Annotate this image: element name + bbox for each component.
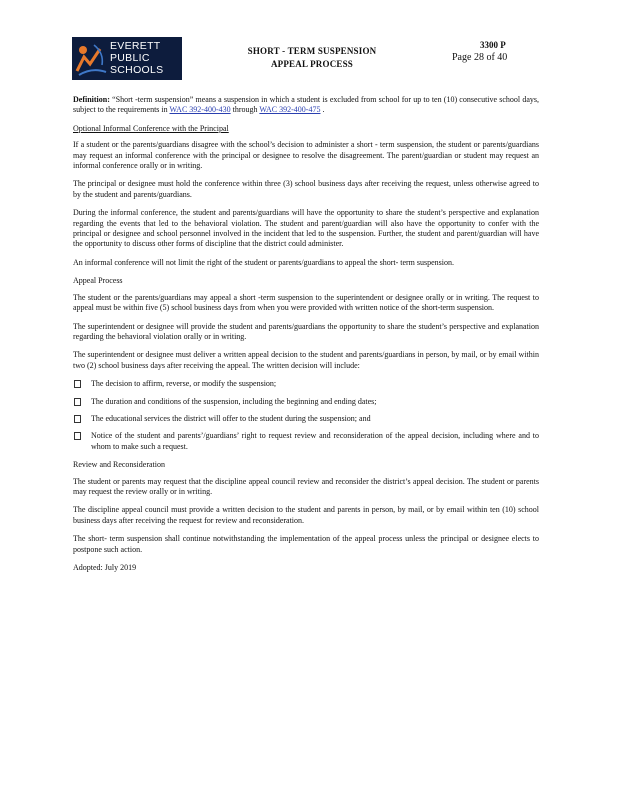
list-item-text: The decision to affirm, reverse, or modify the suspension;: [91, 379, 277, 389]
definition-label: Definition:: [73, 95, 110, 104]
definition-paragraph: [73, 95, 539, 116]
definition-text-after: .: [320, 105, 325, 115]
list-item: [73, 431, 539, 452]
paragraph: The student or parents may request that the discipline appeal council review and reconsider the district’s appeal decision. The student or parents may request the review orally or in writing.: [73, 476, 539, 496]
school-logo: [72, 37, 182, 80]
document-body: [73, 95, 539, 581]
section-heading-review-reconsideration: Review and Reconsideration: [73, 460, 165, 470]
paragraph: During the informal conference, the student and parents/guardians will have the opportunity to share the student’s perspective and explanation regarding the events that led to the behavioral violation. The student and parent/guardian will also have the opportunity to confer with the principal or designee and school personnel involved in the incident that led to the suspension. Further, the student and parent/guardian will have the opportunity to discuss other forms of discipline that the district could administer.: [73, 208, 539, 249]
list-item-text: The duration and conditions of the suspension, including the beginning and ending dates;: [91, 396, 377, 406]
square-bullet-icon: [74, 415, 81, 423]
list-item: [73, 414, 539, 424]
paragraph: The superintendent or designee will provide the student and parents/guardians the opportunity to share the student’s perspective and explanation regarding the behavioral violation orally or in writing.: [73, 321, 539, 341]
section-heading-appeal-process: Appeal Process: [73, 276, 123, 286]
decision-contents-list: [73, 379, 539, 452]
square-bullet-icon: [74, 380, 81, 388]
square-bullet-icon: [74, 432, 81, 440]
adopted-date: Adopted: July 2019: [73, 563, 137, 572]
logo-text: [110, 40, 182, 76]
paragraph: The short- term suspension shall continue notwithstanding the implementation of the appeal process unless the principal or designee elects to postpone such action.: [73, 534, 539, 554]
square-bullet-icon: [74, 398, 81, 406]
paragraph: The superintendent or designee must deliver a written appeal decision to the student and parents/guardians in person, by mail, or by email within two (2) school business days after receiving the appeal. The written decision will include:: [73, 350, 539, 370]
paragraph: The discipline appeal council must provide a written decision to the student and parents in person, by mail, or by email within ten (10) school business days after receiving the request for review and reconsideration.: [73, 505, 539, 525]
policy-number: 3300 P: [480, 40, 506, 50]
logo-line-2: PUBLIC: [110, 52, 150, 64]
document-title: [232, 45, 392, 71]
list-item: [73, 379, 539, 389]
paragraph: The principal or designee must hold the conference within three (3) school business days after receiving the request, unless otherwise agreed to by the student and parents/guardians.: [73, 179, 539, 199]
student-figure-logo-icon: [74, 39, 110, 78]
title-line-2: APPEAL PROCESS: [270, 59, 354, 69]
list-item-text: Notice of the student and parents’/guardians’ right to request review and reconsideration of the appeal decision, including where and to whom to make such a request.: [91, 431, 539, 451]
wac-link-1[interactable]: WAC 392-400-430: [169, 105, 231, 115]
definition-text-between: through: [230, 105, 260, 115]
list-item: [73, 397, 539, 407]
logo-line-3: SCHOOLS: [110, 64, 164, 76]
paragraph: An informal conference will not limit the right of the student or parents/guardians to appeal the short- term suspension.: [73, 257, 455, 267]
page-number: Page 28 of 40: [452, 52, 508, 63]
section-heading-informal-conference: Optional Informal Conference with the Principal: [73, 123, 229, 133]
wac-link-2[interactable]: WAC 392-400-475: [259, 105, 321, 115]
logo-line-1: EVERETT: [110, 40, 161, 52]
title-line-1: SHORT - TERM SUSPENSION: [247, 46, 377, 56]
definition-text-before: “Short -term suspension” means a suspension in which a student is excluded from school for up to ten (10) consecutive school days, subject to the requirements in: [73, 95, 539, 115]
list-item-text: The educational services the district will offer to the student during the suspension; and: [91, 413, 371, 423]
paragraph: If a student or the parents/guardians disagree with the school’s decision to administer a short - term suspension, the student or parents/guardians may request an informal conference with the principal or designee to resolve the disagreement. The parent/guardian or student may request an informal conference orally or in writing.: [73, 140, 539, 171]
paragraph: The student or the parents/guardians may appeal a short -term suspension to the superintendent or designee orally or in writing. The request to appeal must be within five (5) school business days from when you were provided with written notice of the short-term suspension.: [73, 292, 539, 313]
